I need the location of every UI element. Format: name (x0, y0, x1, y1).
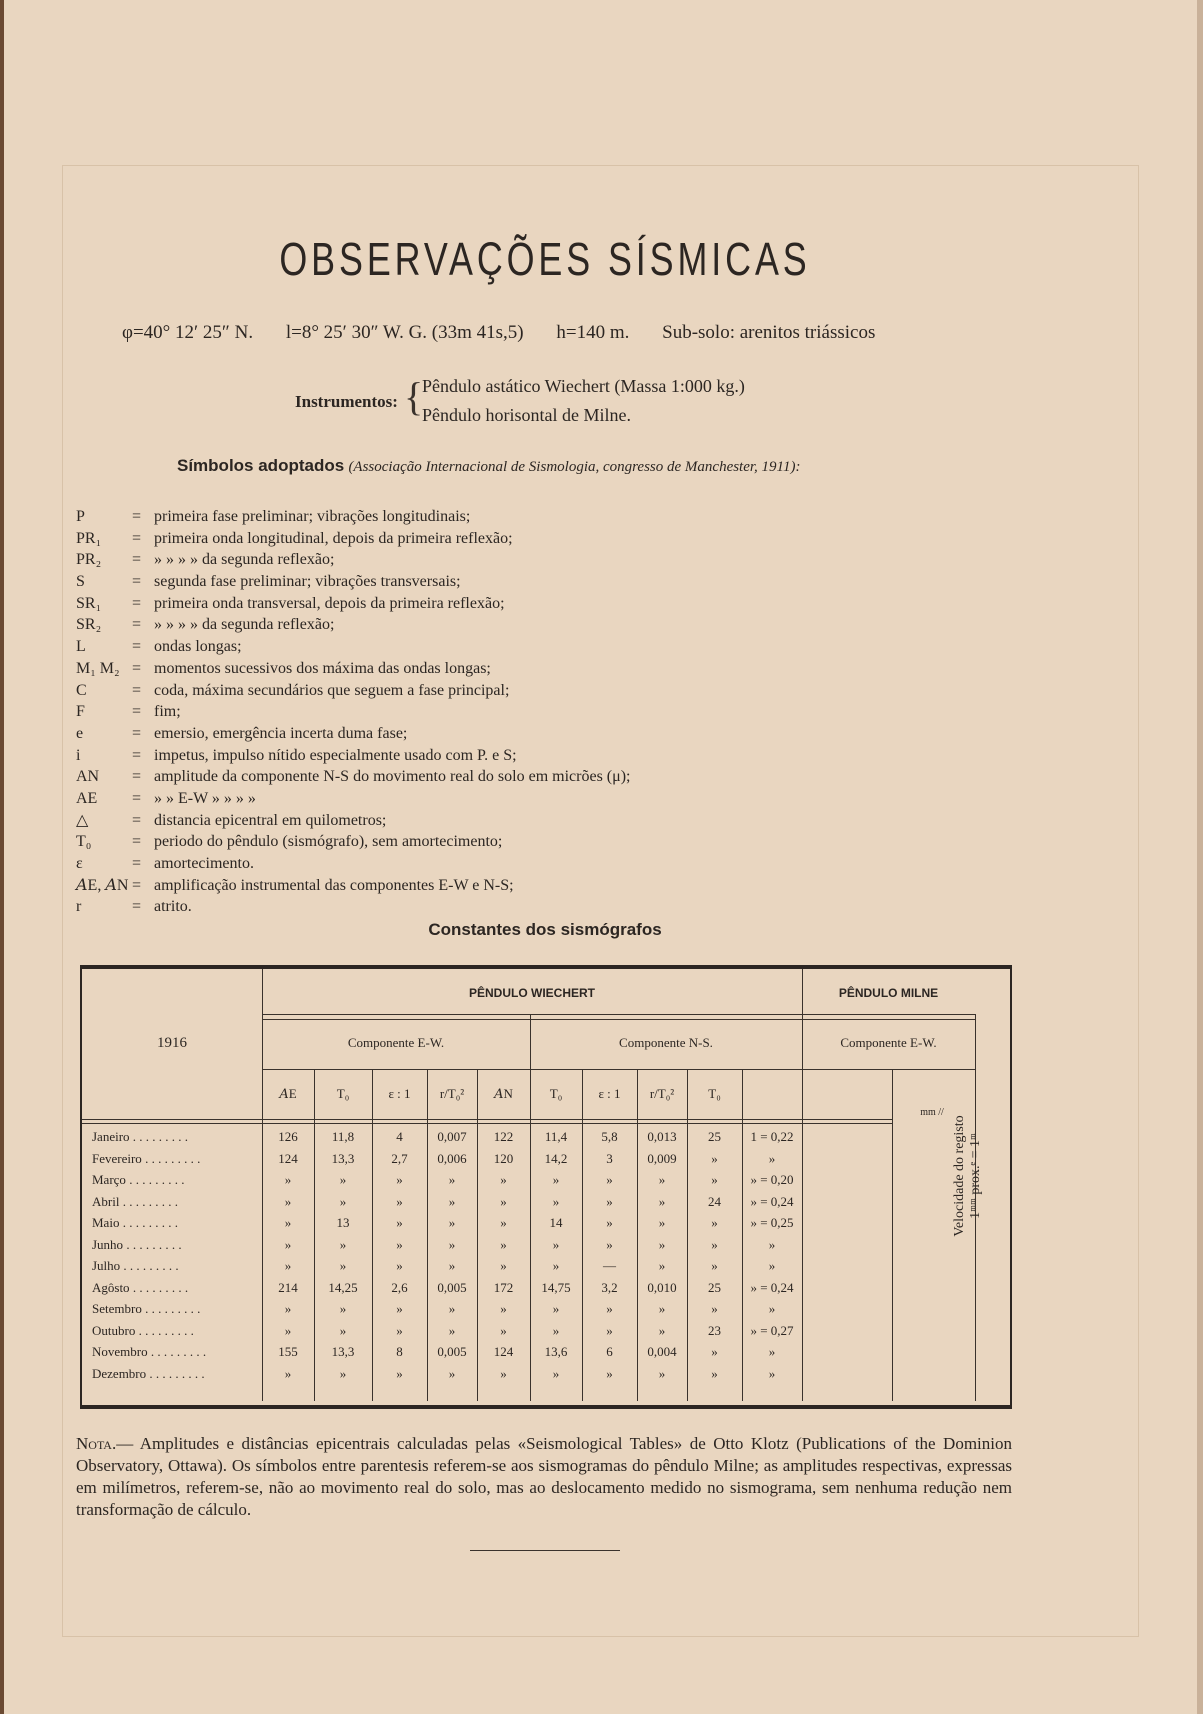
table-cell: 13,3 (331, 1344, 355, 1359)
equals-sign: = (132, 811, 142, 829)
legend-definition: » » E-W » » » » (154, 789, 256, 807)
leader-dots: . . . . . . . . . (119, 1215, 178, 1230)
table-cell: » (284, 1258, 292, 1273)
table-cell: » (768, 1365, 776, 1381)
table-cell: 13,3 (331, 1150, 355, 1166)
legend-definition: primeira onda longitudinal, depois da primeira reflexão; (154, 529, 513, 547)
legend-symbol: e (76, 724, 84, 742)
month-label (92, 1258, 179, 1274)
table-cell: » (396, 1322, 403, 1338)
table-cell: » (606, 1215, 613, 1230)
legend-definition: coda, máxima secundários que seguem a fase principal; (154, 681, 510, 699)
table-cell: » (711, 1365, 718, 1381)
equals-sign: = (132, 768, 142, 786)
table-cell: 122 (493, 1129, 514, 1144)
table-cell: 25 (708, 1129, 721, 1144)
legend-row (76, 614, 876, 636)
table-cell: » (658, 1215, 666, 1230)
legend-symbol: i (76, 746, 81, 764)
leader-dots: . . . . . . . . . (129, 1279, 189, 1295)
equals-sign: = (132, 529, 142, 547)
station-coordinates (122, 322, 1122, 344)
legend-definition: amplitude da componente N-S do movimento real do solo em micrões (μ); (154, 768, 631, 786)
table-cell: 126 (278, 1129, 298, 1144)
month-label (92, 1366, 205, 1382)
month-label (92, 1323, 194, 1339)
legend-definition: ondas longas; (154, 638, 242, 656)
leader-dots: . . . . . . . . . (147, 1344, 207, 1359)
table-cell: » (658, 1236, 666, 1252)
table-cell: » (658, 1172, 666, 1187)
legend-symbol: r (76, 898, 82, 916)
page-title: OBSERVAÇÕES SÍSMICAS (279, 233, 811, 285)
table-cell: » (552, 1236, 560, 1252)
legend-symbol: SR₁ (76, 594, 102, 612)
legend-row (76, 875, 876, 897)
table-cell: 23 (708, 1322, 721, 1338)
table-cell: 4 (396, 1129, 403, 1144)
table-cell: 155 (278, 1344, 298, 1359)
table-cell: 13 (336, 1215, 350, 1230)
brace-glyph: { (404, 374, 424, 419)
table-cell: » (768, 1150, 776, 1166)
month-label (92, 1301, 200, 1317)
note-label: Nota. (76, 1434, 117, 1453)
legend-symbol: ε (76, 855, 83, 872)
legend-row (76, 723, 876, 745)
table-cell: » (606, 1236, 613, 1252)
table-cell: 24 (708, 1193, 721, 1209)
column-header: T₀ (336, 1086, 350, 1101)
table-cell: 3,2 (601, 1279, 618, 1295)
table-cell: — (603, 1258, 616, 1273)
equals-sign: = (132, 746, 142, 764)
table-cell: » (339, 1193, 347, 1209)
equals-sign: = (132, 898, 142, 916)
table-cell: » (711, 1258, 718, 1273)
table-cell: » (339, 1172, 347, 1187)
table-cell: » (658, 1193, 666, 1209)
side-label: Velocidade do registo 1ᵐᵐ prox.ᵉ = 1ᵐ (952, 1115, 983, 1237)
month-label (92, 1151, 200, 1167)
legend-row (76, 745, 876, 767)
legend-row (76, 896, 876, 918)
legend-symbol: P (76, 508, 85, 525)
legend-row (76, 636, 876, 658)
table-cell: » (500, 1322, 507, 1338)
table-cell: 8 (396, 1344, 403, 1359)
table-cell: » (552, 1301, 560, 1316)
equals-sign: = (132, 855, 142, 872)
legend-symbol: SR₂ (76, 616, 102, 634)
legend-symbol: C (76, 681, 87, 699)
leader-dots: . . . . . . . . . (129, 1129, 189, 1144)
table-cell: 11,4 (544, 1129, 568, 1144)
wiechert-header: PÊNDULO WIECHERT (469, 986, 595, 1000)
month-label (92, 1172, 184, 1188)
equals-sign: = (132, 594, 142, 612)
leader-dots: . . . . . . . . . (135, 1322, 194, 1338)
table-cell: » (768, 1301, 776, 1316)
table-cell: 0,006 (437, 1150, 467, 1166)
equals-sign: = (132, 573, 142, 591)
table-cell: 0,009 (647, 1150, 677, 1166)
table-cell: » (284, 1215, 292, 1230)
table-cell: » (339, 1301, 347, 1316)
table-cell: 13,6 (544, 1344, 568, 1359)
table-cell: » (552, 1193, 560, 1209)
legend-definition: impetus, impulso nítido especialmente usado com P. e S; (154, 746, 517, 764)
symbols-heading (177, 456, 800, 476)
table-cell: » (448, 1258, 456, 1273)
table-cell: » (552, 1365, 560, 1381)
table-cell: » (396, 1236, 403, 1252)
longitude: l=8° 25′ 30″ W. G. (33m 41s,5) (285, 322, 524, 343)
equals-sign: = (132, 616, 142, 634)
legend-definition: amortecimento. (154, 855, 254, 872)
column-header: r/T₀² (649, 1086, 675, 1101)
equals-sign: = (132, 703, 142, 721)
table-cell: » (711, 1344, 718, 1359)
legend-row (76, 788, 876, 810)
table-cell: » (658, 1258, 666, 1273)
column-header: T₀ (549, 1086, 563, 1101)
equals-sign: = (132, 876, 142, 894)
table-cell: » (396, 1301, 403, 1316)
table-cell: » (448, 1172, 456, 1187)
table-cell: » (284, 1301, 292, 1316)
table-cell: » (396, 1215, 403, 1230)
table-cell: » (396, 1365, 403, 1381)
equals-sign: = (132, 833, 142, 851)
column-header: T₀ (708, 1086, 721, 1101)
table-cell: 5,8 (601, 1129, 618, 1144)
instruments-label: Instrumentos: (295, 392, 398, 411)
units-label: mm // (920, 1107, 944, 1118)
leader-dots: . . . . . . . . . (123, 1236, 182, 1252)
table-cell: 0,004 (647, 1344, 677, 1359)
symbols-heading-source: (Associação Internacional de Sismologia, congresso de Manchester, 1911): (348, 459, 801, 475)
month-label (92, 1344, 206, 1360)
table-cell: » (606, 1172, 613, 1187)
table-cell: » (284, 1322, 292, 1338)
table-cell: » (658, 1322, 666, 1338)
table-cell: » (711, 1301, 718, 1316)
leader-dots: . . . . . . . . . (119, 1193, 178, 1209)
legend-symbol: M₁ M₂ (76, 659, 120, 677)
constants-table (80, 965, 1012, 1409)
column-header: r/T₀² (439, 1086, 465, 1101)
table-cell: » = 0,24 (750, 1279, 794, 1295)
table-cell: » (500, 1301, 507, 1316)
table-cell: 6 (606, 1344, 613, 1359)
leader-dots: . . . . . . . . . (120, 1258, 179, 1273)
legend-definition: emersio, emergência incerta duma fase; (154, 724, 408, 742)
closing-rule (470, 1550, 620, 1551)
table-cell: » (500, 1172, 507, 1187)
month-name: Abril (92, 1193, 120, 1209)
legend-symbol: AE (76, 789, 98, 807)
table-cell: » (339, 1258, 347, 1273)
table-cell: » (500, 1215, 507, 1230)
table-cell: » (768, 1344, 776, 1359)
legend-definition: momentos sucessivos dos máxima das ondas longas; (154, 659, 491, 677)
month-label (92, 1280, 188, 1296)
leader-dots: . . . . . . . . . (141, 1150, 201, 1166)
table-cell: » (396, 1172, 403, 1187)
legend-definition: fim; (154, 703, 181, 721)
leader-dots: . . . . . . . . . (146, 1365, 205, 1381)
instrument-item: Pêndulo horisontal de Milne. (422, 405, 631, 425)
table-cell: » (606, 1322, 613, 1338)
table-cell: » (284, 1193, 292, 1209)
table-cell: » (339, 1236, 347, 1252)
table-cell: » (448, 1301, 456, 1316)
month-label (92, 1237, 182, 1253)
equals-sign: = (132, 659, 142, 677)
month-label (92, 1129, 188, 1145)
table-cell: 0,013 (647, 1129, 677, 1144)
equals-sign: = (132, 638, 142, 656)
month-label (92, 1215, 178, 1231)
leader-dots: . . . . . . . . . (141, 1301, 201, 1316)
month-label (92, 1194, 178, 1210)
legend-definition: primeira onda transversal, depois da primeira reflexão; (154, 594, 505, 612)
table-cell: » (500, 1365, 507, 1381)
legend-symbol: L (76, 638, 86, 656)
table-cell: » (448, 1236, 456, 1252)
table-cell: » (606, 1193, 613, 1209)
equals-sign: = (132, 551, 142, 569)
table-cell: 1 = 0,22 (750, 1129, 794, 1144)
legend-row (76, 571, 876, 593)
table-cell: 14,75 (541, 1279, 571, 1295)
legend-row (76, 853, 876, 875)
component-ew-header: Componente E-W. (347, 1035, 445, 1050)
table-cell: » = 0,25 (750, 1215, 794, 1230)
legend-definition: » » » » da segunda reflexão; (154, 616, 335, 634)
table-cell: » (448, 1322, 456, 1338)
legend-definition: distancia epicentral em quilometros; (154, 811, 387, 829)
legend-row (76, 506, 876, 528)
latitude: φ=40° 12′ 25″ N. (122, 322, 254, 343)
legend-row (76, 831, 876, 853)
legend-symbol: 𝐴E, 𝐴N (76, 876, 129, 894)
month-name: Setembro (92, 1301, 142, 1316)
legend-row (76, 549, 876, 571)
legend-row (76, 766, 876, 788)
legend-symbol: F (76, 703, 85, 721)
column-header: ε : 1 (598, 1086, 621, 1101)
table-cell: » (552, 1258, 560, 1273)
month-name: Outubro (92, 1322, 136, 1338)
leader-dots: . . . . . . . . . (125, 1172, 185, 1187)
table-cell: » (284, 1236, 292, 1252)
table-cell: » (396, 1193, 403, 1209)
symbols-heading-title: Símbolos adoptados (177, 456, 345, 475)
table-cell: 0,005 (437, 1344, 467, 1359)
table-cell: 172 (493, 1279, 514, 1295)
page-spine-edge (0, 0, 4, 1714)
table-cell: 0,007 (437, 1129, 467, 1144)
legend-symbol: S (76, 573, 85, 591)
legend-row (76, 658, 876, 680)
table-cell: 0,010 (647, 1279, 677, 1295)
legend-symbol: AN (76, 768, 100, 786)
altitude: h=140 m. (556, 322, 630, 343)
table-cell: 3 (606, 1150, 613, 1166)
table-cell: 11,8 (331, 1129, 355, 1144)
table-cell: » (711, 1215, 718, 1230)
legend-definition: segunda fase preliminar; vibrações transversais; (154, 573, 461, 591)
month-name: Novembro (92, 1344, 148, 1359)
legend-symbol: △ (76, 811, 89, 829)
table-cell: » (339, 1365, 347, 1381)
table-cell: » (658, 1301, 666, 1316)
month-name: Junho (92, 1236, 124, 1252)
legend-symbol: PR₂ (76, 551, 102, 569)
legend-definition: amplificação instrumental das componentes E-W e N-S; (154, 876, 514, 894)
month-name: Fevereiro (92, 1150, 142, 1166)
table-cell: » (606, 1301, 613, 1316)
table-cell: » = 0,27 (750, 1322, 794, 1338)
equals-sign: = (132, 724, 142, 742)
month-name: Março (92, 1172, 126, 1187)
table-cell: » (711, 1236, 718, 1252)
column-header: 𝐴N (494, 1086, 513, 1101)
table-cell: » (768, 1258, 776, 1273)
legend-symbol: PR₁ (76, 529, 102, 547)
table-cell: » (500, 1258, 507, 1273)
instrument-item: Pêndulo astático Wiechert (Massa 1:000 kg.) (422, 376, 745, 396)
note-paragraph (76, 1433, 1012, 1521)
table-cell: » (500, 1236, 507, 1252)
legend-definition: atrito. (154, 898, 192, 916)
table-cell: 124 (278, 1150, 298, 1166)
legend-definition: » » » » da segunda reflexão; (154, 551, 335, 569)
legend-symbol: T₀ (76, 833, 92, 851)
table-cell: » (284, 1365, 292, 1381)
page-right-edge (1197, 0, 1203, 1714)
month-name: Janeiro (92, 1129, 130, 1144)
table-cell: » (448, 1215, 456, 1230)
table-cell: » (500, 1193, 507, 1209)
month-name: Dezembro (92, 1365, 147, 1381)
table-cell: » (339, 1322, 347, 1338)
table-cell: 14,25 (328, 1279, 358, 1295)
legend-row (76, 701, 876, 723)
symbols-legend (76, 506, 876, 918)
column-header: 𝐴E (279, 1086, 297, 1101)
subsoil: Sub-solo: arenitos triássicos (662, 322, 876, 343)
table-cell: » = 0,20 (750, 1172, 794, 1187)
table-cell: » (658, 1365, 666, 1381)
table-cell: 120 (493, 1150, 514, 1166)
table-cell: 214 (278, 1279, 298, 1295)
table-cell: 25 (708, 1279, 721, 1295)
table-cell: 124 (493, 1344, 514, 1359)
table-cell: 0,005 (437, 1279, 467, 1295)
table-cell: » (284, 1172, 292, 1187)
component-ns-header: Componente N-S. (619, 1035, 713, 1050)
table-cell: 2,7 (391, 1150, 408, 1166)
table-cell: » (552, 1172, 560, 1187)
month-name: Maio (92, 1215, 120, 1230)
table-cell: » (606, 1365, 613, 1381)
equals-sign: = (132, 508, 142, 525)
constants-title: Constantes dos sismógrafos (428, 920, 662, 939)
table-cell: » (448, 1365, 456, 1381)
legend-row (76, 528, 876, 550)
milne-header: PÊNDULO MILNE (838, 986, 939, 1000)
column-header: ε : 1 (388, 1086, 411, 1101)
table-cell: 2,6 (391, 1279, 408, 1295)
table-cell: » = 0,24 (750, 1193, 794, 1209)
legend-row (76, 810, 876, 832)
equals-sign: = (132, 789, 142, 807)
note-text: — Amplitudes e distâncias epicentrais calculadas pelas «Seismological Tables» de Otto Klotz (Publications of the Dominion Observatory, Ottawa). Os símbolos entre parentesis referem-se aos sismogramas do pêndulo Milne; as amplitudes respectivas, expressas em milímetros, referem-se, não ao movimento real do solo, mas ao deslocamento medido no sismograma, sem nenhuma redução nem transformação de cálculo. (76, 1434, 1012, 1519)
month-name: Julho (92, 1258, 121, 1273)
table-cell: » (711, 1172, 718, 1187)
table-cell: » (396, 1258, 403, 1273)
table-cell: 14,2 (544, 1150, 568, 1166)
equals-sign: = (132, 681, 142, 699)
table-year: 1916 (157, 1035, 187, 1051)
legend-row (76, 680, 876, 702)
month-name: Agôsto (92, 1279, 130, 1295)
legend-definition: periodo do pêndulo (sismógrafo), sem amortecimento; (154, 833, 503, 851)
legend-row (76, 593, 876, 615)
table-cell: » (711, 1150, 718, 1166)
legend-definition: primeira fase preliminar; vibrações longitudinais; (154, 508, 471, 525)
table-cell: » (448, 1193, 456, 1209)
table-cell: » (768, 1236, 776, 1252)
table-cell: 14 (549, 1215, 563, 1230)
table-cell: » (552, 1322, 560, 1338)
component-ew-milne-header: Componente E-W. (840, 1035, 937, 1050)
